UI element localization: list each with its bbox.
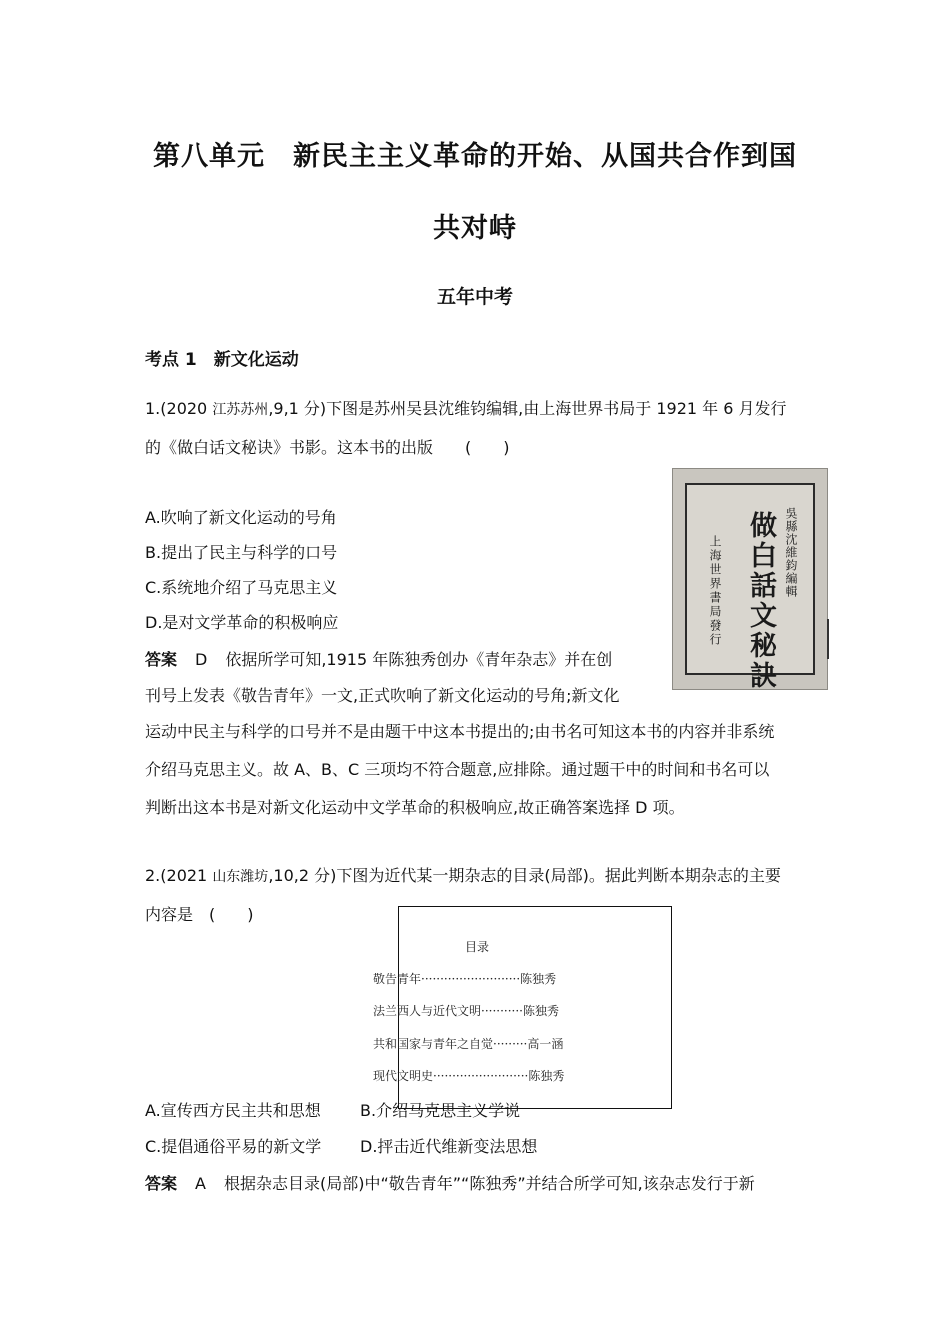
q2-stem-line1 <box>145 863 781 886</box>
q1-explanation-2: 刊号上发表《敬告青年》一文,正式吹响了新文化运动的号角;新文化 <box>145 686 620 705</box>
q2-option-c: C.提倡通俗平易的新文学 <box>145 1137 322 1156</box>
q1-answer-label: 答案 <box>145 650 178 669</box>
q1-stem-line2: 的《做白话文秘诀》书影。这本书的出版 ( ) <box>145 438 510 457</box>
q2-source: 山东潍坊 <box>212 869 269 885</box>
page-title-line1: 第八单元 新民主主义革命的开始、从国共合作到国 <box>153 141 797 172</box>
q2-option-d: D.抨击近代维新变法思想 <box>360 1137 538 1156</box>
q1-option-c: C.系统地介绍了马克思主义 <box>145 578 338 597</box>
q1-answer-letter: D <box>195 650 208 669</box>
q1-option-d: D.是对文学革命的积极响应 <box>145 613 339 632</box>
book-spine-mark <box>827 619 829 659</box>
book-author: 吳縣沈維鈞編輯 <box>784 507 798 598</box>
q1-answer-line1 <box>145 647 612 670</box>
q1-explanation-4: 介绍马克思主义。故 A、B、C 三项均不符合题意,应排除。通过题干中的时间和书名可以 <box>145 760 770 779</box>
page-subtitle: 五年中考 <box>436 286 513 308</box>
q1-option-a: A.吹响了新文化运动的号角 <box>145 508 337 527</box>
q2-option-b: B.介绍马克思主义学说 <box>360 1101 521 1120</box>
q2-answer-label: 答案 <box>145 1174 178 1193</box>
book-title: 做白話文秘訣 <box>745 511 776 691</box>
toc-row: 敬告青年··························陈独秀 <box>373 972 557 986</box>
q1-explanation-5: 判断出这本书是对新文化运动中文学革命的积极响应,故正确答案选择 D 项。 <box>145 798 685 817</box>
toc-row: 共和国家与青年之自觉·········高一涵 <box>373 1037 564 1051</box>
q1-stem-rest: ,9,1 分)下图是苏州吴县沈维钧编辑,由上海世界书局于 1921 年 6 月发行 <box>268 399 787 418</box>
toc-title: 目录 <box>465 940 490 954</box>
q2-answer-line <box>145 1171 755 1194</box>
q1-explanation-1: 依据所学可知,1915 年陈独秀创办《青年杂志》并在创 <box>225 650 613 669</box>
toc-row: 法兰西人与近代文明···········陈独秀 <box>373 1004 559 1018</box>
q2-stem-rest: ,10,2 分)下图为近代某一期杂志的目录(局部)。据此判断本期杂志的主要 <box>268 866 781 885</box>
q1-option-b: B.提出了民主与科学的口号 <box>145 543 338 562</box>
q2-answer-letter: A <box>195 1174 206 1193</box>
section-heading: 考点 1 新文化运动 <box>145 350 299 370</box>
q2-stem-line2: 内容是 ( ) <box>145 905 254 924</box>
q2-explanation: 根据杂志目录(局部)中“敬告青年”“陈独秀”并结合所学可知,该杂志发行于新 <box>223 1174 755 1193</box>
book-publisher: 上海世界書局發行 <box>708 535 722 647</box>
q2-prefix: 2.(2021 <box>145 866 213 885</box>
page-title-line2: 共对峙 <box>433 213 517 244</box>
q1-explanation-3: 运动中民主与科学的口号并不是由题干中这本书提出的;由书名可知这本书的内容并非系统 <box>145 722 775 741</box>
book-cover-image <box>672 468 828 690</box>
book-cover-frame <box>685 483 815 691</box>
q1-stem-line1 <box>145 396 787 419</box>
q1-prefix: 1.(2020 <box>145 399 213 418</box>
q1-source: 江苏苏州 <box>212 402 269 418</box>
toc-row: 现代文明史·························陈独秀 <box>373 1069 565 1083</box>
q2-option-a: A.宣传西方民主共和思想 <box>145 1101 321 1120</box>
